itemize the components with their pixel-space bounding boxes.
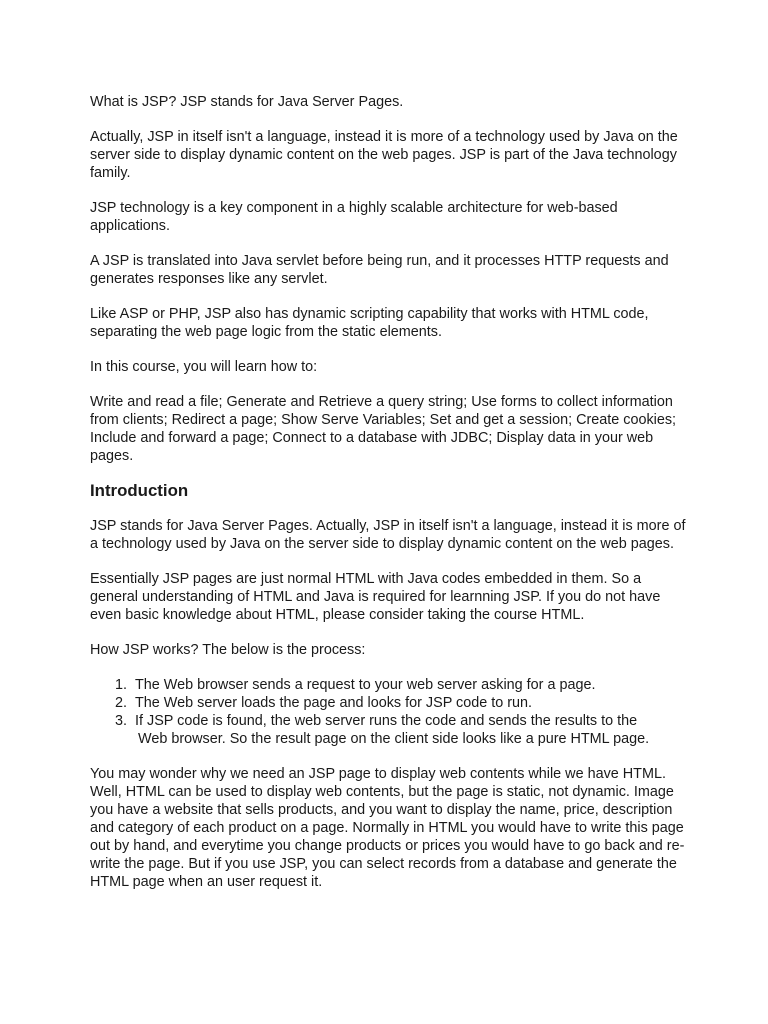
list-item [90,676,690,694]
step-number: 2. [114,695,127,711]
paragraph-servlet: A JSP is translated into Java servlet before being run, and it processes HTTP requests and generates responses like any servlet. [90,253,669,287]
step-text-continuation: Web browser. So the result page on the client side looks like a pure HTML page. [138,731,650,747]
paragraph-jsp-technology: Actually, JSP in itself isn't a language, instead it is more of a technology used by Java on the server side to display dynamic content on the web pages. JSP is part of the Java technology family. [90,129,678,181]
step-text: The Web browser sends a request to your web server asking for a page. [135,677,596,693]
document-page [90,93,690,908]
paragraph-course-topics: Write and read a file; Generate and Retrieve a query string; Use forms to collect information from clients; Redirect a page; Show Serve Variables; Set and get a session; Create cookies; Include and forward a page; Connect to a database with JDBC; Display data in your web pages. [90,394,677,464]
paragraph-scripting: Like ASP or PHP, JSP also has dynamic scripting capability that works with HTML code, separating the web page logic from the static elements. [90,306,649,340]
list-item [90,712,690,748]
step-number: 3. [114,713,127,729]
process-steps-list [90,676,690,748]
paragraph-html-java: Essentially JSP pages are just normal HTML with Java codes embedded in them. So a general understanding of HTML and Java is required for learnning JSP. If you do not have even basic knowledge about HTML, please consider taking the course HTML. [90,571,661,623]
paragraph-course-intro: In this course, you will learn how to: [90,359,318,375]
paragraph-why-jsp: You may wonder why we need an JSP page to display web contents while we have HTML. Well, HTML can be used to display web contents, but the page is static, not dynamic. Image you have a website that sells products, and you want to display the name, price, description and category of each product on a page. Normally in HTML you would have to write this page out by hand, and everytime you change products or prices you would have to go back and re-write the page. But if you use JSP, you can select records from a database and generate the HTML page when an user request it. [90,766,685,890]
paragraph-how-jsp-works: How JSP works? The below is the process: [90,642,366,658]
paragraph-architecture: JSP technology is a key component in a highly scalable architecture for web-based applications. [90,200,618,234]
step-number: 1. [114,677,127,693]
paragraph-jsp-definition: JSP stands for Java Server Pages. Actually, JSP in itself isn't a language, instead it is more of a technology used by Java on the server side to display dynamic content on the web pages. [90,518,686,552]
step-text: If JSP code is found, the web server runs the code and sends the results to the [135,713,638,729]
step-text: The Web server loads the page and looks for JSP code to run. [135,695,533,711]
step-text-wrapper [135,712,690,748]
paragraph-what-is-jsp: What is JSP? JSP stands for Java Server Pages. [90,94,404,110]
list-item [90,694,690,712]
section-heading-introduction: Introduction [90,481,189,500]
